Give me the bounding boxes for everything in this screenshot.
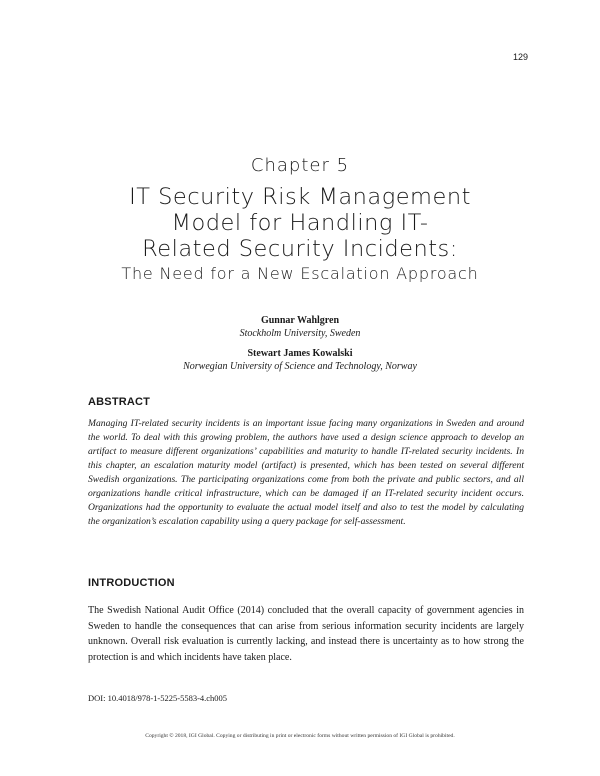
- title-line: IT Security Risk Management: [129, 184, 471, 210]
- author-affiliation: Stockholm University, Sweden: [239, 328, 361, 339]
- abstract-heading: ABSTRACT: [88, 396, 151, 408]
- doi-line: DOI: 10.4018/978-1-5225-5583-4.ch005: [88, 693, 228, 703]
- introduction-heading: INTRODUCTION: [88, 577, 175, 589]
- introduction-text: The Swedish National Audit Office (2014) concluded that the overall capacity of government agencies in Sweden to handle the consequences that can arise from serious information security incidents are largely unknown. Overall risk evaluation is currently lacking, and instead there is uncertainty as to how strong the protection is and which incidents have taken place.: [88, 605, 524, 663]
- author-block: [0, 314, 600, 340]
- author-block: [0, 347, 600, 373]
- chapter-label: Chapter 5: [250, 155, 350, 176]
- title-line: Related Security Incidents:: [142, 236, 458, 262]
- chapter-subtitle: The Need for a New Escalation Approach: [121, 264, 479, 283]
- abstract-text: Managing IT-related security incidents is an important issue facing many organizations in Sweden and around the world. To deal with this growing problem, the authors have used a design science approach to develop an artifact to measure different organizations’ capabilities and maturity to handle IT-related security incidents. In this chapter, an escalation maturity model (artifact) is presented, which has been tested on several different Swedish organizations. The participating organizations come from both the private and public sectors, and all organizations handle critical infrastructure, which can be damaged if an IT-related security incident occurs. Organizations had the opportunity to evaluate the actual model itself and also to test the model by calculating the organization’s escalation capability using a query package for self-assessment.: [88, 418, 524, 527]
- title-line: Model for Handling IT-: [171, 210, 429, 236]
- chapter-title: [0, 184, 600, 285]
- author-name: Stewart James Kowalski: [247, 348, 353, 359]
- page-number: 129: [512, 52, 528, 62]
- author-affiliation: Norwegian University of Science and Technology, Norway: [183, 361, 417, 372]
- author-name: Gunnar Wahlgren: [260, 315, 340, 326]
- copyright-notice: Copyright © 2018, IGI Global. Copying or distributing in print or electronic forms without written permission of IGI Global is prohibited.: [145, 733, 455, 739]
